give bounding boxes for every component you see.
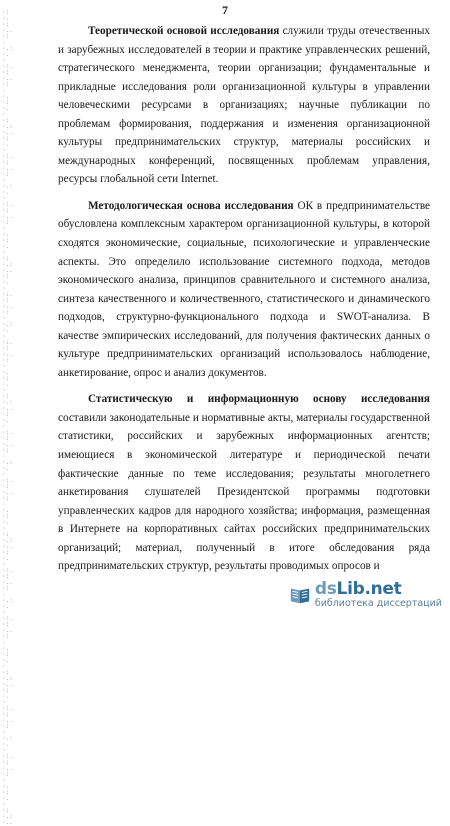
- page-number: 7: [222, 3, 228, 17]
- paragraph-lead: Статистическую и информационную основу исследования: [88, 393, 430, 406]
- book-icon: [289, 584, 311, 606]
- watermark-brand-part1: ds: [314, 579, 337, 599]
- watermark-brand-part2: Lib.net: [336, 579, 402, 599]
- dslib-watermark: [289, 580, 442, 610]
- paragraph-lead: Теоретической основой исследования: [88, 25, 280, 37]
- scan-margin-marks: ·:·.·:·..·:··.:·.··:.·:·..·:··.·:·.··:·.:·..·:·.··:.·:·..·:··.:·.··:.·:·..·:··.·:·.··:·.:·..·:·.··:.·:·..·:··.:·.··:.·:·..·:··.·:·.··:·.:·..·:·.··:.·:·..·:··.:·.··:.·:·..·:··.·:·.··:·.:·..·:·.··:.·:·..·:··.:·.··:.·:·..·:··.·:·.··:·.:·..·:·.··:.·:·..·:··.:·.··:.·:·..·:··.·:·.··:·.:·..: [2, 9, 13, 826]
- paragraph-text: ОК в предпринимательстве обусловлена комплексным характером организационной культуры, в которой сходятся экономические, социальные, психологические и управленческие аспекты. Это определило использование системного подхода, методов экономического анализа, принципов сравнительного и системного анализа, синтеза качественного и количественного, статистического и динамического подходов, структурно-функционального подхода и SWOT-анализа. В качестве эмпирических исследований, для получения фактических данных о культуре предпринимательских организаций использовалось наблюдение, анкетирование, опрос и анализ документов.: [58, 199, 431, 379]
- paragraph-methodological-basis: [58, 197, 430, 382]
- body-text: [58, 22, 430, 576]
- watermark-text: [315, 581, 442, 609]
- paragraph-statistical-basis: [58, 390, 430, 575]
- paragraph-theoretical-basis: [58, 22, 430, 189]
- paragraph-text: служили труды отечественных и зарубежных исследователей в теории и практике управленческих решений, стратегического менеджмента, теории организации; фундаментальные и прикладные исследования роли организационной культуры в управлении человеческими ресурсами в организациях; научные публикации по проблемам формирования, поддержания и изменения организационной культуры предпринимательских структур, материалы российских и международных конференций, посвященных проблемам управления, ресурсы глобальной сети Internet.: [58, 25, 430, 186]
- paragraph-lead: Методологическая основа исследования: [88, 199, 294, 212]
- watermark-brand: [315, 581, 402, 598]
- watermark-tagline: библиотека диссертаций: [314, 598, 442, 609]
- paragraph-text: составили законодательные и нормативные акты, материалы государственной статистики, российских и зарубежных информационных агентств; имеющиеся в экономической литературе и периодической печати фактические данные по теме исследования; результаты многолетнего анкетирования слушателей Президентской программы подготовки управленческих кадров для народного хозяйства; информация, размещенная в Интернете на корпоративных сайтах российских предпринимательских организаций; материал, полученный в итоге обследования ряда предпринимательских структур, результаты проводимых опросов и: [58, 411, 430, 573]
